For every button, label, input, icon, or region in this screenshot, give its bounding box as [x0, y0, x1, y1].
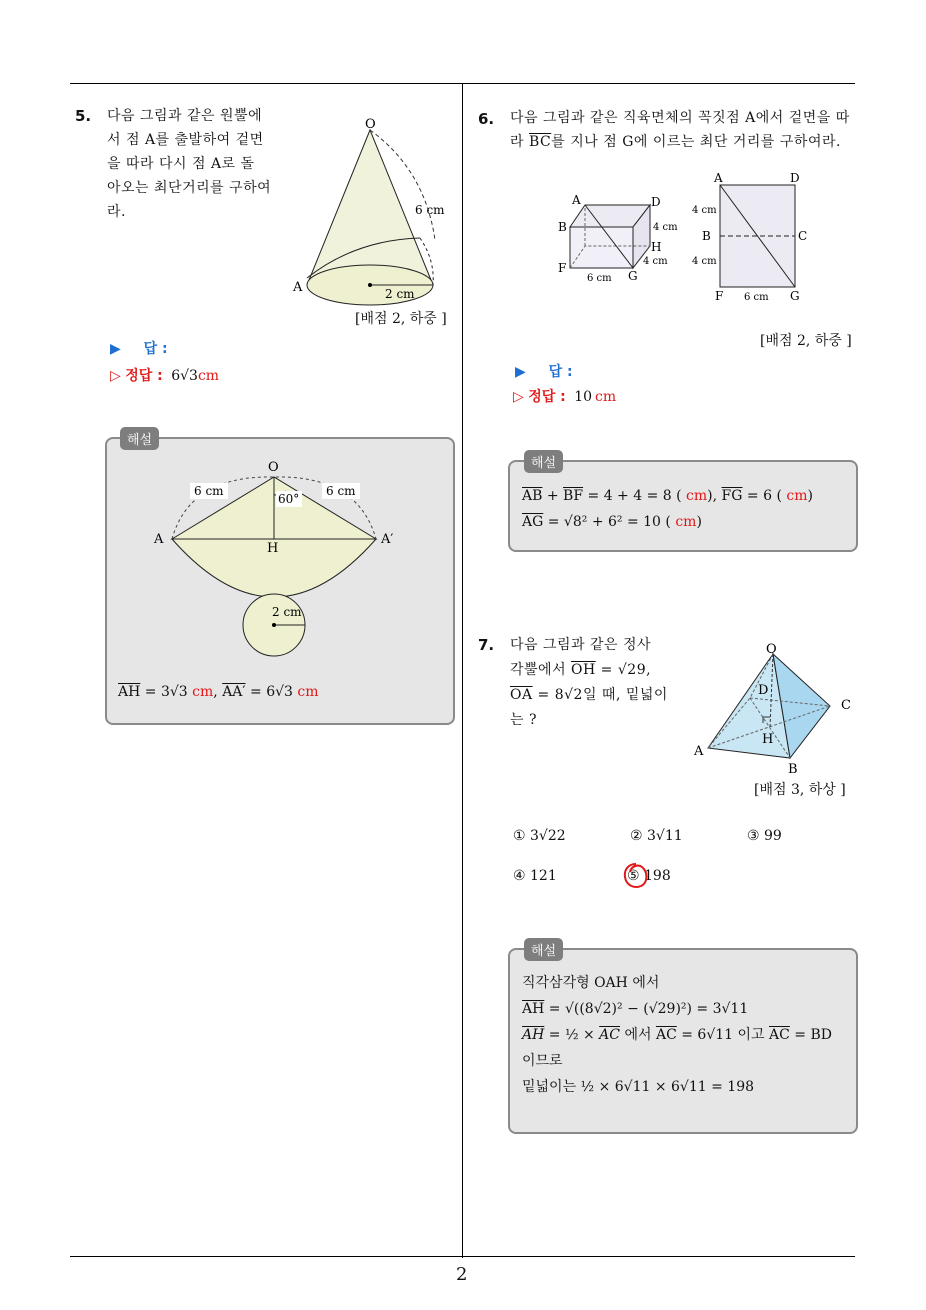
q7-label-D: D	[758, 683, 769, 698]
correct-label: 정답 :	[125, 368, 163, 384]
q6-net-figure	[690, 170, 815, 305]
choice-5[interactable]: ⑤ 198	[627, 868, 671, 884]
sol5-label-H: H	[267, 541, 279, 556]
choice-2[interactable]: ② 3√11	[630, 828, 683, 844]
q6-answer-row[interactable]	[515, 361, 573, 381]
net-label-F: F	[715, 289, 724, 303]
sol5-label-A2: A′	[381, 532, 394, 547]
q5-label-O: O	[365, 117, 376, 132]
q7-solution-text: 직각삼각형 OAH 에서 $\overline{AH} = √((8√2)^2 - (√29)^2) = 3√11$ $\overline{AH}$ = ½ × $\overline{AC}$ 에서 $\overline{AC} = 6√11$ 이고 $\overline{AC}$ = BD 이므로 밑넓이는 ½ × 6√11 × 6√11 = 198	[522, 975, 832, 1095]
page-number: 2	[456, 1264, 468, 1285]
box-label-D: D	[651, 195, 661, 209]
q7-score: [배점 3, 하상 ]	[754, 782, 846, 798]
net-height-2: 4 cm	[692, 256, 717, 267]
sol5-label-O: O	[268, 460, 279, 475]
q7-number: 7.	[478, 636, 495, 654]
q5-label-slant: 6 cm	[415, 203, 445, 217]
net-label-C: C	[798, 229, 808, 243]
q5-solution-figure	[150, 455, 420, 665]
q6-solution-tag: 해설	[524, 450, 563, 473]
q5-cone-figure	[285, 110, 460, 310]
box-label-H: H	[651, 240, 662, 254]
sol5-left-length: 6 cm	[194, 484, 224, 498]
q7-label-C: C	[841, 698, 851, 713]
q6-number: 6.	[478, 110, 495, 128]
q6-correct-row	[513, 386, 616, 406]
q5-label-A: A	[293, 280, 303, 295]
q6-text: 다음 그림과 같은 직육면체의 꼭짓점 A에서 겉면을 따 라 $\overline{BC}$를 지나 점 G에 이르는 최단 거리를 구하여라.	[510, 110, 850, 150]
correct-unit: cm	[197, 368, 220, 384]
q7-label-B: B	[788, 762, 798, 777]
correct-unit: cm	[595, 389, 617, 405]
q7-label-H: H	[762, 732, 774, 747]
box-height-2: 4 cm	[643, 256, 668, 267]
triangle-outline-icon: ▷	[513, 389, 524, 405]
bottom-rule	[70, 1256, 855, 1257]
q7-label-O: O	[766, 642, 777, 657]
sol5-circle-radius: 2 cm	[272, 605, 302, 619]
q5-answer-row[interactable]	[110, 338, 168, 358]
q5-solution-tag: 해설	[120, 427, 159, 450]
q5-label-radius: 2 cm	[385, 287, 415, 301]
answer-label: 답 :	[143, 341, 168, 357]
net-label-G: G	[790, 289, 800, 303]
answer-label: 답 :	[548, 364, 573, 380]
net-width: 6 cm	[744, 292, 769, 303]
play-arrow-icon: ▶	[110, 341, 121, 357]
correct-label: 정답 :	[528, 389, 566, 405]
correct-value: 10	[574, 389, 593, 405]
q7-solution-tag: 해설	[524, 938, 563, 961]
box-label-A: A	[572, 193, 581, 207]
q6-score: [배점 2, 하중 ]	[760, 333, 852, 349]
play-arrow-icon: ▶	[515, 364, 526, 380]
net-label-B: B	[702, 229, 711, 243]
q5-score: [배점 2, 하중 ]	[355, 311, 447, 327]
correct-value: 6√3	[171, 368, 198, 384]
q5-text: 다음 그림과 같은 원뿔에 서 점 A를 출발하여 겉면 을 따라 다시 점 A로 돌 아오는 최단거리를 구하여 라.	[107, 108, 272, 220]
box-label-F: F	[558, 261, 567, 275]
q7-label-A: A	[694, 744, 704, 759]
net-height-1: 4 cm	[692, 205, 717, 216]
answer-circle-mark-icon	[620, 860, 652, 892]
sol5-label-A: A	[154, 532, 164, 547]
net-label-A: A	[714, 171, 723, 185]
choice-4[interactable]: ④ 121	[513, 868, 557, 884]
box-label-G: G	[628, 269, 638, 283]
q5-solution-text: $\overline{AH} = 3√3$ cm, AA′ = 6√3 cm	[118, 684, 319, 700]
box-label-B: B	[558, 220, 567, 234]
q6-solution-text: $\overline{AB} + \overline{BF} = 4 + 4 = 8$ ( cm), $\overline{FG} = 6$ ( cm) $\overline{AG} = √8^2 + 6^2 = 10$ ( cm)	[522, 488, 813, 530]
q5-number: 5.	[75, 107, 92, 125]
q7-pyramid-figure	[690, 638, 860, 778]
net-label-D: D	[790, 171, 800, 185]
column-divider	[462, 83, 463, 1258]
q7-text: 다음 그림과 같은 정사 각뿔에서 $\overline{OH} = √29$, $\overline{OA} = 8√2$일 때, 밑넓이 는 ?	[510, 637, 668, 728]
q5-correct-row	[110, 365, 219, 385]
choice-1[interactable]: ① 3√22	[513, 828, 566, 844]
box-height-1: 4 cm	[653, 222, 678, 233]
triangle-outline-icon: ▷	[110, 368, 121, 384]
choice-3[interactable]: ③ 99	[747, 828, 782, 844]
box-width: 6 cm	[587, 273, 612, 284]
sol5-right-length: 6 cm	[326, 484, 356, 498]
sol5-angle: 60°	[278, 492, 300, 506]
q6-box-figure	[555, 190, 685, 285]
